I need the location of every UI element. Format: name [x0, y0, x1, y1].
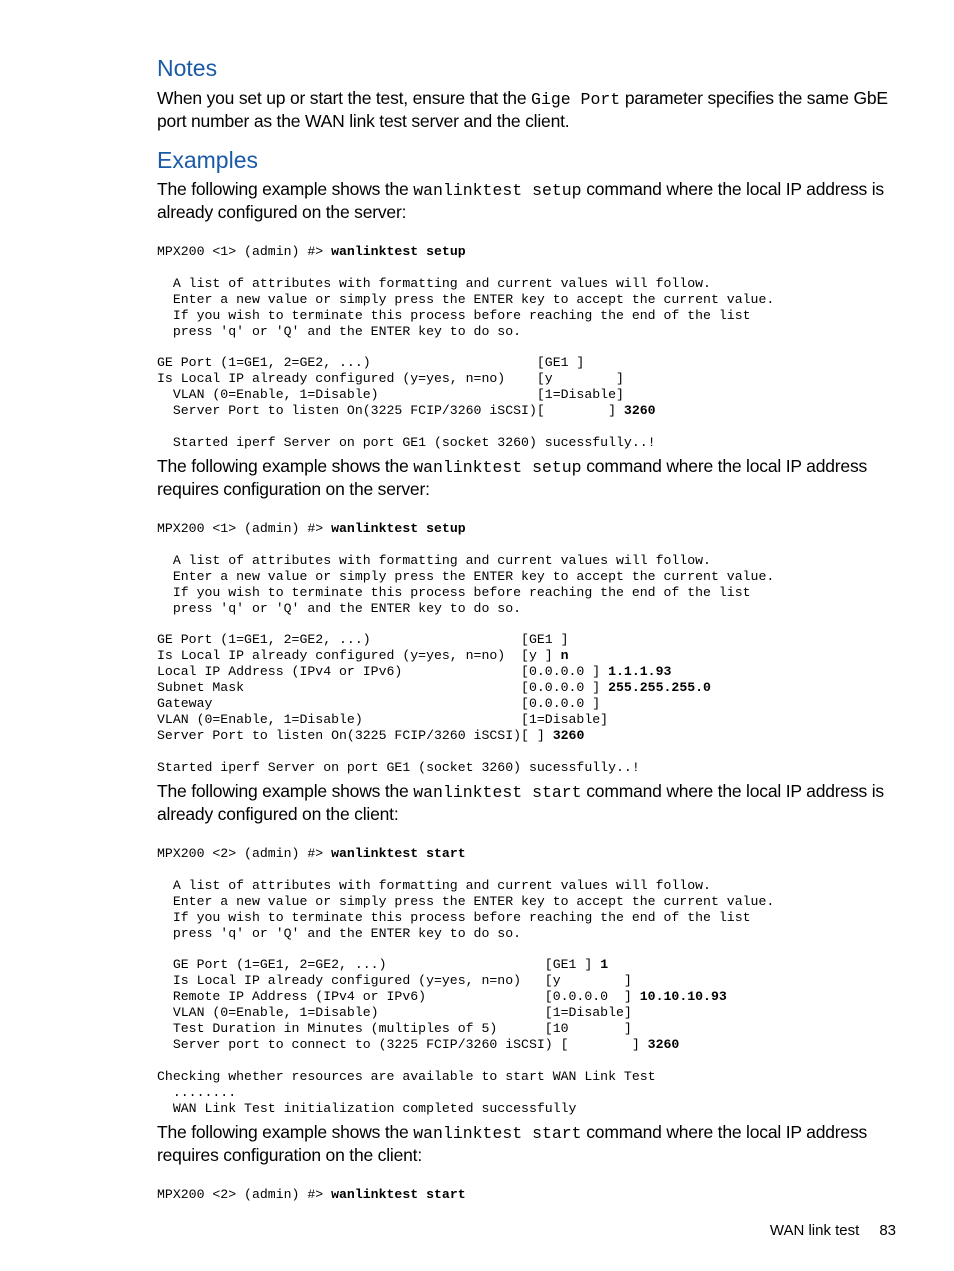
- example-1-paragraph: [157, 179, 907, 223]
- example-2-inline-code: wanlinktest setup: [413, 458, 582, 477]
- code-line-text: Enter a new value or simply press the ENTER key to accept the current value.: [157, 568, 775, 584]
- code-line: [157, 569, 774, 584]
- code-line-text: Test Duration in Minutes (multiples of 5) [10 ]: [157, 1020, 632, 1036]
- code-line-text: VLAN (0=Enable, 1=Disable) [1=Disable]: [157, 711, 609, 727]
- example-1-code-block: [157, 244, 774, 451]
- code-line-text: If you wish to terminate this process before reaching the end of the list: [157, 909, 751, 925]
- code-line: [157, 403, 656, 418]
- code-line: [157, 1085, 236, 1100]
- examples-heading: Examples: [157, 147, 258, 173]
- code-line-text: press 'q' or 'Q' and the ENTER key to do so.: [157, 925, 522, 941]
- code-line: [157, 696, 600, 711]
- code-line: [157, 292, 774, 307]
- code-line: [157, 601, 521, 616]
- code-user-input: wanlinktest start: [331, 1187, 466, 1202]
- code-line: [157, 894, 774, 909]
- code-line-text: GE Port (1=GE1, 2=GE2, ...) [GE1 ]: [157, 957, 601, 973]
- example-3-text-before: The following example shows the: [157, 781, 414, 801]
- code-user-input: wanlinktest setup: [331, 521, 466, 536]
- footer-section-title: WAN link test: [769, 1222, 860, 1239]
- code-line: [157, 712, 608, 727]
- notes-text-before: When you set up or start the test, ensure that the: [157, 88, 532, 108]
- code-line: [157, 760, 640, 775]
- code-line-text: GE Port (1=GE1, 2=GE2, ...) [GE1 ]: [157, 355, 585, 371]
- code-line-text: Is Local IP already configured (y=yes, n=no) [y ]: [157, 973, 632, 989]
- code-line-text: WAN Link Test initialization completed successfully: [157, 1100, 577, 1116]
- page-footer: [770, 1222, 896, 1239]
- code-line-text: VLAN (0=Enable, 1=Disable) [1=Disable]: [157, 387, 624, 403]
- code-line-text: A list of attributes with formatting and current values will follow.: [157, 275, 711, 291]
- code-user-input: 10.10.10.93: [639, 989, 727, 1005]
- code-user-input: 3260: [623, 403, 656, 419]
- code-line: [157, 989, 727, 1004]
- page-number: 83: [879, 1222, 896, 1239]
- code-line-text: press 'q' or 'Q' and the ENTER key to do so.: [157, 323, 522, 339]
- code-line-text: Enter a new value or simply press the ENTER key to accept the current value.: [157, 291, 775, 307]
- example-1-text-after: command where the local IP address is already configured on the server:: [157, 179, 884, 222]
- code-user-input: wanlinktest setup: [331, 244, 466, 259]
- code-line: [157, 1005, 632, 1020]
- code-user-input: 1: [600, 957, 609, 973]
- code-line-text: A list of attributes with formatting and current values will follow.: [157, 552, 711, 568]
- code-line: [157, 680, 711, 695]
- code-user-input: 3260: [552, 727, 585, 743]
- code-line: [157, 244, 466, 259]
- example-3-text-after: command where the local IP address is already configured on the client:: [157, 781, 884, 824]
- notes-text-after: parameter specifies the same GbE port number as the WAN link test server and the client.: [157, 88, 888, 131]
- example-3-code-block: [157, 846, 774, 1116]
- example-2-paragraph: [157, 456, 907, 500]
- code-line: [157, 355, 584, 370]
- notes-heading: Notes: [157, 55, 218, 81]
- code-line: [157, 1069, 656, 1084]
- code-line: [157, 521, 466, 536]
- code-line: [157, 664, 671, 679]
- code-line-text: VLAN (0=Enable, 1=Disable) [1=Disable]: [157, 1005, 632, 1021]
- code-line: [157, 371, 624, 386]
- code-line: [157, 1021, 632, 1036]
- code-line-text: Checking whether resources are available to start WAN Link Test: [157, 1068, 656, 1084]
- example-3-paragraph: [157, 781, 907, 825]
- example-4-code-block: [157, 1187, 466, 1203]
- example-4-paragraph: [157, 1122, 907, 1166]
- code-line: [157, 1101, 576, 1116]
- code-line: [157, 585, 751, 600]
- code-line-text: Server Port to listen On(3225 FCIP/3260 iSCSI)[ ]: [157, 727, 553, 743]
- code-line-text: GE Port (1=GE1, 2=GE2, ...) [GE1 ]: [157, 632, 569, 648]
- code-line: [157, 878, 711, 893]
- example-2-text-before: The following example shows the: [157, 456, 414, 476]
- code-line-text: MPX200 <2> (admin) #>: [157, 846, 332, 861]
- code-line: [157, 648, 569, 663]
- example-4-text-before: The following example shows the: [157, 1122, 414, 1142]
- code-line: [157, 728, 584, 743]
- code-line: [157, 1037, 679, 1052]
- notes-inline-code: Gige Port: [531, 90, 621, 109]
- example-1-inline-code: wanlinktest setup: [413, 181, 582, 200]
- code-line-text: Remote IP Address (IPv4 or IPv6) [0.0.0.0 ]: [157, 989, 640, 1005]
- example-1-text-before: The following example shows the: [157, 179, 414, 199]
- code-line-text: Is Local IP already configured (y=yes, n=no) [y ]: [157, 648, 561, 664]
- code-user-input: wanlinktest start: [331, 846, 466, 861]
- code-line: [157, 387, 624, 402]
- code-line: [157, 435, 656, 450]
- code-line: [157, 957, 608, 972]
- code-line: [157, 973, 632, 988]
- example-4-text-after: command where the local IP address requires configuration on the client:: [157, 1122, 868, 1165]
- code-line-text: press 'q' or 'Q' and the ENTER key to do so.: [157, 600, 522, 616]
- code-line: [157, 276, 711, 291]
- code-line-text: MPX200 <2> (admin) #>: [157, 1187, 332, 1202]
- code-line-text: Local IP Address (IPv4 or IPv6) [0.0.0.0 ]: [157, 664, 609, 680]
- code-line-text: Server Port to listen On(3225 FCIP/3260 iSCSI)[ ]: [157, 403, 624, 419]
- code-user-input: 3260: [647, 1036, 680, 1052]
- code-line-text: Subnet Mask [0.0.0.0 ]: [157, 680, 609, 696]
- code-line-text: Is Local IP already configured (y=yes, n=no) [y ]: [157, 371, 624, 387]
- code-user-input: 1.1.1.93: [608, 664, 672, 680]
- example-4-inline-code: wanlinktest start: [413, 1124, 582, 1143]
- code-line-text: If you wish to terminate this process before reaching the end of the list: [157, 584, 751, 600]
- code-line: [157, 926, 521, 941]
- code-line: [157, 910, 751, 925]
- code-line-text: MPX200 <1> (admin) #>: [157, 244, 332, 259]
- code-user-input: 255.255.255.0: [608, 680, 711, 696]
- code-line-text: Enter a new value or simply press the ENTER key to accept the current value.: [157, 893, 775, 909]
- code-line-text: If you wish to terminate this process before reaching the end of the list: [157, 307, 751, 323]
- code-line-text: MPX200 <1> (admin) #>: [157, 521, 332, 536]
- code-line-text: Gateway [0.0.0.0 ]: [157, 695, 601, 711]
- code-line-text: A list of attributes with formatting and current values will follow.: [157, 877, 711, 893]
- code-line-text: Started iperf Server on port GE1 (socket 3260) sucessfully..!: [157, 434, 656, 450]
- code-line: [157, 632, 569, 647]
- code-line-text: Started iperf Server on port GE1 (socket 3260) sucessfully..!: [157, 759, 640, 775]
- code-line-text: Server port to connect to (3225 FCIP/3260 iSCSI) [ ]: [157, 1036, 648, 1052]
- example-2-text-after: command where the local IP address requires configuration on the server:: [157, 456, 868, 499]
- code-line: [157, 308, 751, 323]
- code-user-input: n: [560, 648, 569, 664]
- notes-paragraph: [157, 88, 907, 132]
- example-3-inline-code: wanlinktest start: [413, 783, 582, 802]
- code-line: [157, 846, 466, 861]
- example-2-code-block: [157, 521, 774, 776]
- code-line: [157, 553, 711, 568]
- code-line: [157, 1187, 466, 1202]
- code-line-text: ........: [157, 1084, 237, 1100]
- code-line: [157, 324, 521, 339]
